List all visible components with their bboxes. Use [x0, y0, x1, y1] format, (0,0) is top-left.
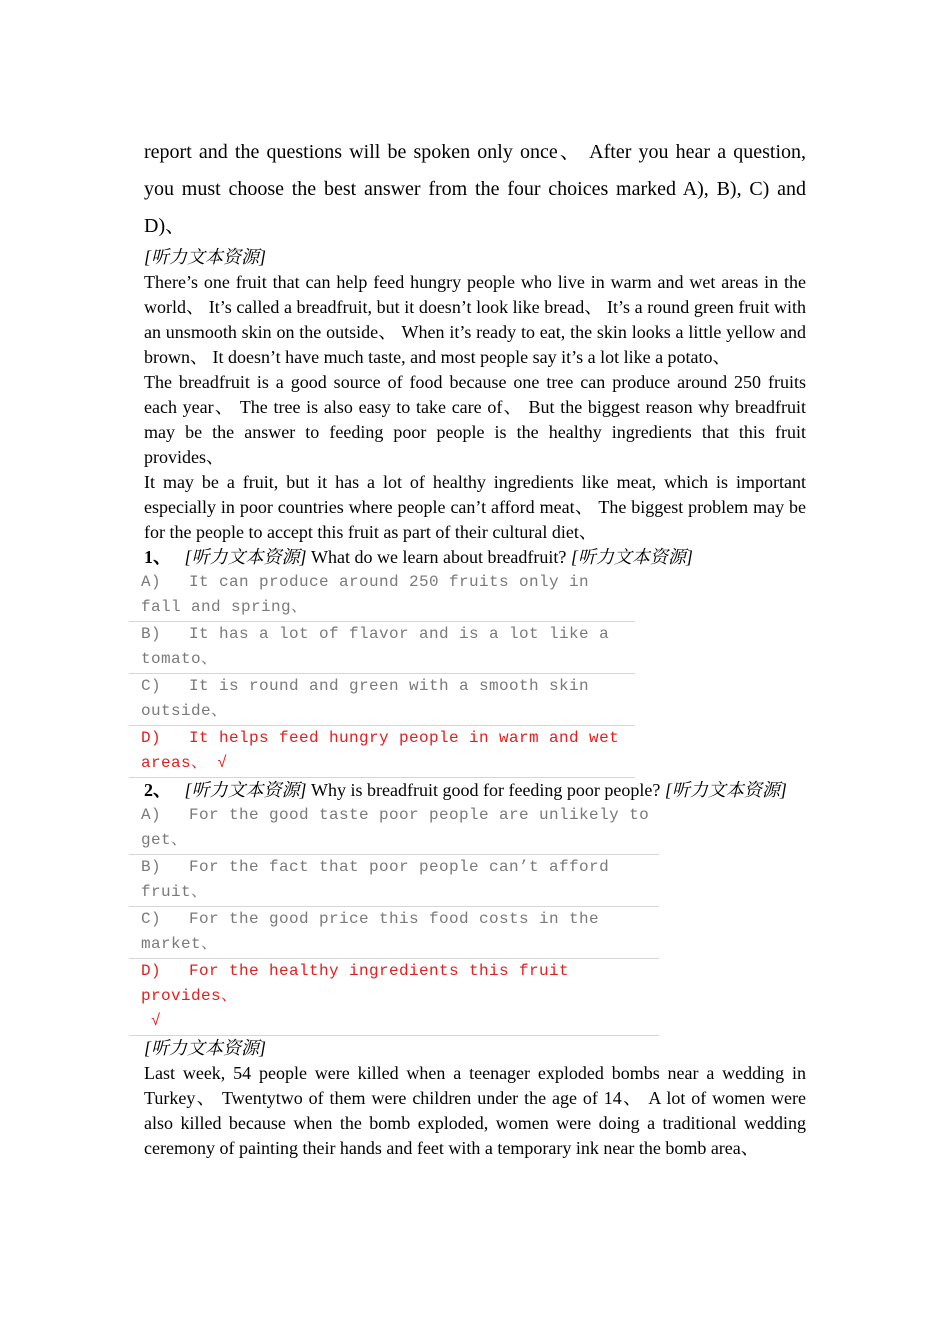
option-key: B): [141, 625, 162, 643]
question-text: What do we learn about breadfruit?: [311, 547, 567, 567]
option-key: C): [141, 910, 162, 928]
option-key: B): [141, 858, 162, 876]
document-content: [141, 134, 806, 1161]
question-1-options: [129, 570, 806, 778]
check-mark-icon: √: [217, 754, 228, 772]
question-number: 2、: [144, 780, 171, 800]
option-text: For the good price this food costs in the market、: [141, 910, 600, 953]
passage1-paragraph-2: The breadfruit is a good source of food because one tree can produce around 250 fruits each year、 The tree is also easy to take care of、 But the biggest reason why breadfruit may be the answer to feeding poor people is the healthy ingredients that this fruit provides、: [144, 372, 806, 467]
resource-tag: [听力文本资源]: [184, 780, 307, 800]
resource-tag: [听力文本资源]: [184, 547, 307, 567]
option-a[interactable]: [129, 803, 659, 855]
question-number: 1、: [144, 547, 171, 567]
option-d-correct[interactable]: [129, 959, 659, 1036]
instructions: [144, 134, 806, 245]
option-d-correct[interactable]: [129, 726, 635, 778]
option-text: It has a lot of flavor and is a lot like a tomato、: [141, 625, 610, 668]
option-c[interactable]: [129, 907, 659, 959]
option-b[interactable]: [129, 622, 635, 674]
option-text: It can produce around 250 fruits only in fall and spring、: [141, 573, 590, 616]
question-text: Why is breadfruit good for feeding poor people?: [311, 780, 661, 800]
option-text: For the fact that poor people can’t afford fruit、: [141, 858, 610, 901]
option-key: D): [141, 729, 162, 747]
option-text: For the healthy ingredients this fruit provides、: [141, 962, 570, 1005]
question-1: [144, 545, 806, 570]
option-b[interactable]: [129, 855, 659, 907]
option-c[interactable]: [129, 674, 635, 726]
option-text: It helps feed hungry people in warm and wet areas、: [141, 729, 620, 772]
resource-tag: [听力文本资源]: [570, 547, 693, 567]
question-2-options: [129, 803, 806, 1036]
check-mark-icon: √: [151, 1012, 162, 1030]
passage2-paragraph: Last week, 54 people were killed when a teenager exploded bombs near a wedding in Turkey、 Twentytwo of them were children under the age of 14、 A lot of women were also killed because when the bomb exploded, women were doing a traditional wedding ceremony of painting their hands and feet with a temporary ink near the bomb area、: [144, 1063, 806, 1158]
option-key: C): [141, 677, 162, 695]
passage1-paragraph-1: There’s one fruit that can help feed hungry people who live in warm and wet areas in the world、 It’s called a breadfruit, but it doesn’t look like bread、 It’s a round green fruit with an unsmooth skin on the outside、 When it’s ready to eat, the skin looks a little yellow and brown、 It doesn’t have much taste, and most people say it’s a lot like a potato、: [144, 272, 806, 367]
question-2: [144, 778, 806, 803]
passage1-paragraph-3: It may be a fruit, but it has a lot of healthy ingredients like meat, which is important especially in poor countries where people can’t afford meat、 The biggest problem may be for the people to accept this fruit as part of their cultural diet、: [144, 472, 806, 542]
resource-tag: [听力文本资源]: [144, 1038, 267, 1058]
option-text: It is round and green with a smooth skin outside、: [141, 677, 590, 720]
resource-tag: [听力文本资源]: [144, 247, 267, 267]
option-text: For the good taste poor people are unlikely to get、: [141, 806, 650, 849]
option-a[interactable]: [129, 570, 635, 622]
resource-tag: [听力文本资源]: [664, 780, 787, 800]
instructions-text: report and the questions will be spoken only once、 After you hear a question, you must choose the best answer from the four choices marked A), B), C) and D)、: [144, 141, 806, 237]
option-key: D): [141, 962, 162, 980]
option-key: A): [141, 573, 162, 591]
option-key: A): [141, 806, 162, 824]
